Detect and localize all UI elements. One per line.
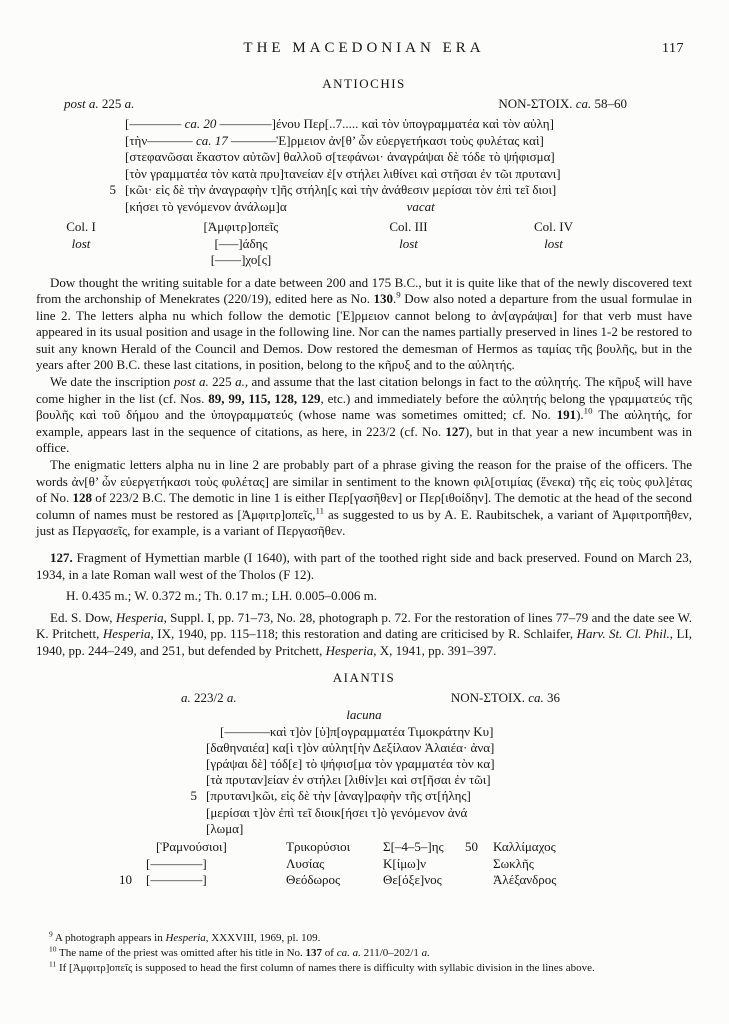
footnote-10: $^{10}$ The name of the priest was omitted after his title in No. 137 of ca. a. 211/0–202/1 a. [49,944,430,959]
table-cell: Θε[όξε]νος [383,872,442,888]
line-number [36,740,206,756]
table-cell-count: 50 [465,838,478,854]
column-line: Col. IV [534,219,573,234]
table-cell: [––––––––] [146,872,207,888]
line-text: [πρυτανι]κῶι, εἰς δὲ τὴν [ἀναγ]ραφὴν τῆς στ[ήλης] [206,788,471,804]
table-cell-line-number [36,856,132,873]
inscription-line [36,821,692,837]
inscription-line [36,756,692,772]
line-number: 5 [109,182,116,197]
aiantis-date-row [36,690,692,706]
table-cell: [––––––––] [146,855,207,871]
inscription-line [36,724,692,740]
table-cell: Θεόδωρος [286,872,341,888]
table-cell-line-number [36,839,132,856]
antiochis-stoich-label: NON-ΣΤΟΙΧ. ca. 58–60 [498,96,627,111]
line-number [36,199,125,216]
commentary [36,275,692,541]
column-line: Col. III [389,219,428,234]
section-heading-antiochis: ANTIOCHIS [322,76,406,91]
footnotes [36,931,692,975]
section-aiantis [36,670,692,889]
table-cell: Λυσίας [286,855,325,871]
table-cell: Τρικορύσιοι [286,838,351,854]
inscription-line [36,788,692,804]
line-number [36,724,206,740]
entry-description: 127. Fragment of Hymettian marble (I 1640), with part of the toothed right side and back preserved. Found on March 23, 1934, in a late Roman wall west of the Tholos (F 12). [36,550,692,582]
commentary-paragraph: We date the inscription post a. 225 a., and assume that the last citation belongs in fact to the αὐλητής. The κῆρυξ will have come higher in the list (cf. Nos. 89, 99, 115, 128, 129, etc.) and immediately before the αὐλητής belong the γραμματεύς τῆς βουλῆς καὶ τοῦ δήμου and the ὑπογραμματεύς (whose name was sometimes omitted; cf. No. 191).$^{10}$ The αὐλητής, for example, appears last in the sequence of citations, as here, in 223/2 (cf. No. 127), but in that year a new incumbent was in office. [36,374,693,456]
line-number [36,116,125,133]
inscription-line [36,133,692,150]
table-cell-count [465,872,493,889]
table-cell: Ἀλέξανδρος [493,872,557,888]
antiochis-columns [36,219,692,269]
table-cell: Καλλίμαχος [493,838,556,854]
table-row [36,872,692,889]
line-text: [δαθηναιέα] κα[ὶ τ]ὸν αὐλητ[ὴν Δεξίλαον Ἁλαιέα· ἀνα] [206,739,495,755]
column-line: [–––]άδης [214,235,268,251]
inscription-line [36,199,692,216]
table-row [36,839,692,856]
line-text: [γράψαι δὲ] τόδ[ε] τὸ ψήφισ[μα τὸν γραμματέα τὸν κα] [206,755,495,771]
inscription-line [36,805,692,821]
column-1 [36,219,126,269]
column-line: [––––]χο[ς] [210,252,272,267]
entry-edition: Ed. S. Dow, Hesperia, Suppl. I, pp. 71–73, No. 28, photograph p. 72. For the restoration of lines 77–79 and the date see W. K. Pritchett, Hesperia, IX, 1940, pp. 115–118; this restoration and dating are criticised by R. Schlaifer, Harv. St. Cl. Phil., LI, 1940, pp. 244–249, and 251, but defended by Pritchett, Hesperia, X, 1941, pp. 391–397. [36,609,693,658]
entry-127 [36,550,692,660]
antiochis-date: post a. 225 a. [64,96,135,111]
inscription-line [36,116,692,133]
entry-dimensions: H. 0.435 m.; W. 0.372 m.; Th. 0.17 m.; LH. 0.005–0.006 m. [66,588,378,604]
table-cell: Σωκλῆς [493,855,534,871]
table-cell-count [465,856,493,873]
running-head [36,40,692,58]
line-text: [στεφανῶσαι ἕκαστον αὐτῶν] θαλλοῦ σ[τεφάνωι· ἀναγράψαι δὲ τόδε τὸ ψήφισμα] [125,149,555,164]
line-text: [λωμα] [206,820,244,836]
line-number [36,133,125,150]
column-3 [356,219,461,269]
inscription-line [36,149,692,166]
line-text: [κῶι· εἰς δὲ τὴν ἀναγραφὴν τ]ῆς στήλη[ς καὶ τὴν ἀνάθεσιν μερίσαι τὸν ἐπὶ τεῖ διοι] [125,182,557,197]
names-table [36,839,692,889]
line-text: [–––––––καὶ τ]ὸν [ὑ]π[ογραμματέα Τιμοκράτην Κυ] [220,723,494,739]
commentary-paragraph: The enigmatic letters alpha nu in line 2 are probably part of a phrase giving the reason for the praise of the officers. The words ἀν[θ’ ὧν εὐεργετήκασι τοὺς φυλέτας] are similar in sentiment to the known φιλ[οτιμίας (ἕνεκα) τῆς εἰς τοὺς φυλ]έτας of No. 128 of 223/2 B.C. The demotic in line 1 is either Περ[γασῆθεν] or Περ[ιθοίδην]. The demotic at the head of the second column of names must be restored as [Ἀμφιτρ]οπεῖς,$^{11}$ as suggested to us by A. E. Raubitschek, a variant of Ἀμφιτροπῆθεν, just as Περγασεῖς, for example, is a variant of Περγασῆθεν. [36,457,693,539]
section-heading-aiantis: AIANTIS [332,669,396,685]
inscription-line [36,182,692,199]
line-text: [μερίσαι τ]ὸν ἐπὶ τεῖ διοικ[ήσει τ]ὸ γενόμενον ἀνά [206,804,468,820]
aiantis-date: a. 223/2 a. [181,689,237,705]
column-line: lost [544,235,563,251]
table-cell-line-number: 10 [119,872,132,888]
column-4 [461,219,646,269]
column-line: Col. I [66,219,96,234]
table-cell: [Ῥαμνούσιοι] [156,838,227,854]
table-cell: Σ[–4–5–]ης [383,838,444,854]
line-text: [κήσει τὸ γενόμενον ἀνάλωμ]α vacat [125,198,435,214]
line-text: [–––––––– ca. 20 ––––––––]ένου Περ[..7..... καὶ τὸν ὑπογραμματέα καὶ τὸν αὐλη] [125,116,554,131]
footnote-11: $^{11}$ If [Ἀμφιτρ]οπεῖς is supposed to head the first column of names there is difficulty with syllabic division in the lines above. [49,958,595,974]
table-cell: Κ[ίμω]ν [383,855,426,871]
aiantis-stoich-label: ΝΟΝ-ΣΤΟΙΧ. ca. 36 [450,689,560,705]
footnote-9: $^9$ A photograph appears in Hesperia, XXXVIII, 1969, pl. 109. [49,929,321,944]
line-text: [τὸν γραμματέα τὸν κατὰ πρυ]τανείαν ἐ[ν στήλει λιθίνει καὶ στῆσαι ἐν τῶι πρυτανι] [125,165,561,181]
table-row [36,856,692,873]
line-number [36,821,206,837]
line-number [36,166,125,183]
column-line: lost [71,235,91,251]
column-line: lost [399,235,418,251]
inscription-line [36,166,692,183]
line-number [36,772,206,788]
page-number: 117 [662,41,684,56]
column-2 [126,219,356,269]
line-number [36,805,206,821]
antiochis-date-row [36,96,692,112]
aiantis-inscription [36,724,692,837]
inscription-line [36,740,692,756]
line-text: [τὴν––––––– ca. 17 –––––––Ἑ]ρμειον ἀν[θ’ ὧν εὐεργετήκασι τοὺς φυλέτας καὶ] [125,132,544,148]
line-number: 5 [190,788,197,804]
antiochis-inscription [36,116,692,215]
commentary-paragraph: Dow thought the writing suitable for a date between 200 and 175 B.C., but it is quite like that of the newly discovered text from the archonship of Menekrates (220/19), edited here as No. 130.$^9$ Dow also noted a departure from the usual formulae in line 2. The letters alpha nu which follow the demotic [Ἑ]ρμειον cannot belong to ἀν[αγράψαι] for that verb must have appeared in its usual position and usage in the following line. Nor can the names partially preserved in lines 1-2 be restored to suit any known Herald of the Council and Demos. Dow restored the demesman of Hermos as ταμίας τῆς βουλῆς, but in the years after 200 B.C. these last citations, in position, belong to the κῆρυξ and to the αὐλητής. [36,274,692,373]
inscription-line [36,772,692,788]
line-number [36,149,125,166]
column-line: [Ἀμφιτρ]οπεῖς [203,219,279,234]
page-title: THE MACEDONIAN ERA [243,40,485,56]
line-number [36,756,206,772]
lacuna-label: lacuna [346,706,382,722]
line-text: [τὰ πρυταν]είαν ἐν στήλει [λιθίν]ει καὶ στ[ῆσαι ἐν τῶι] [206,772,491,788]
